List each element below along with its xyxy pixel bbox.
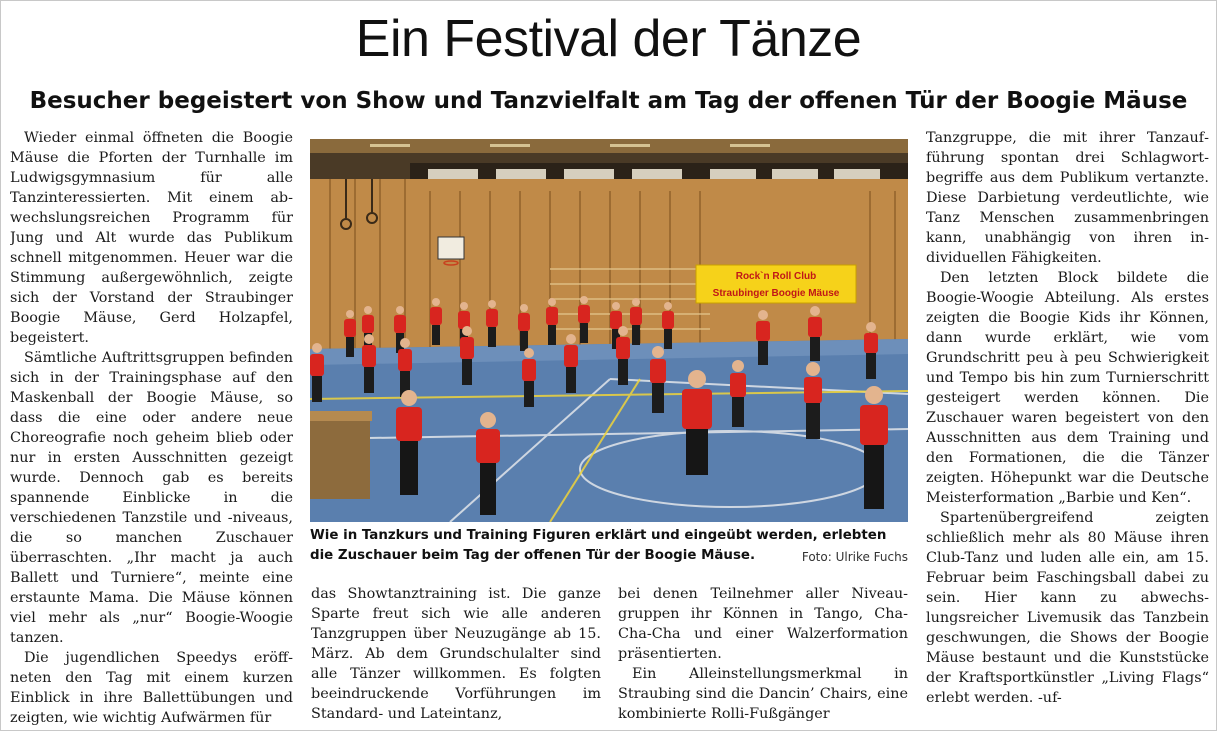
- paragraph: Ein Alleinstellungsmerkmal in Straubing sind die Dancin’ Chairs, eine kombinierte Rolli-Fußgänger: [618, 666, 908, 722]
- text-column-1: [10, 128, 293, 731]
- paragraph: Tanzgruppe, die mit ihrer Tanzaufführung spontan drei Schlagwortbegriffe aus dem Publikum vertanzte. Diese Darbietung verdeutlichte, wie Tanz Menschen zusammenbringen kann, unabhängig von ihren individuellen Fähigkeiten.: [926, 130, 1209, 266]
- paragraph: Wieder einmal öffneten die Boogie Mäuse die Pforten der Turnhalle im Ludwigsgymnasium für alle Tanzinteressierten. Mit einem abwechslungsreichen Programm für Jung und Alt wurde das Publikum schnell mitgenommen. Heuer war die Stimmung außergewöhnlich, zeigte sich der Vorstand der Straubinger Boogie Mäuse, Gerd Holzapfel, begeistert.: [10, 130, 293, 346]
- text-column-3: [618, 584, 908, 731]
- article-headline: Ein Festival der Tänze: [355, 10, 862, 68]
- paragraph: Den letzten Block bildete die Boogie-Woogie Abteilung. Als erstes zeigten die Boogie Kids ihr Können, dann wurde erklärt, wie vom Grundschritt peu à peu Schwierigkeit und Tempo bis hin zum Turnierschritt gesteigert werden können. Die Zuschauer waren begeistert von den Ausschnitten aus dem Training und den Formationen, die die Tänzer zeigten. Höhepunkt war die Deutsche Meisterformation „Barbie und Ken“.: [926, 270, 1209, 506]
- text-column-4: [926, 128, 1209, 731]
- article-photo: [310, 139, 908, 522]
- text-column-2: [311, 584, 601, 731]
- article-subheadline: Besucher begeistert von Show und Tanzvielfalt am Tag der offenen Tür der Boogie Mäuse: [29, 88, 1188, 114]
- photo-caption: Wie in Tanzkurs und Training Figuren erklärt und eingeübt werden, erlebten die Zuschauer beim Tag der offenen Tür der Boogie Mäuse.: [310, 528, 887, 563]
- paragraph: Die jugendlichen Speedys eröffneten den Tag mit einem kurzen Einblick in ihre Ballettübungen und zeigten, wie wichtig Aufwärmen für: [10, 650, 293, 726]
- paragraph: das Showtanztraining ist. Die ganze Sparte freut sich wie alle anderen Tanzgruppen über Neuzugänge ab 15. März. Ab dem Grundschulalter sind alle Tänzer willkommen. Es folgten beeindruckende Vorführungen im Standard- und Lateintanz,: [311, 586, 601, 722]
- banner-line-1: Rock`n Roll Club: [735, 271, 817, 282]
- paragraph: bei denen Teilnehmer aller Niveaugruppen ihr Können in Tango, Cha-Cha-Cha und einer Walzerformation präsentierten.: [618, 586, 908, 662]
- paragraph: Spartenübergreifend zeigten schließlich mehr als 80 Mäuse ihren Club-Tanz und luden alle ein, am 15. Februar beim Faschingsball dabei zu sein. Hier kann zu abwechslungsreicher Livemusik das Tanzbein geschwungen, die Shows der Boogie Mäuse bestaunt und die Kunststücke der Kraftsportkünstler „Living Flags“ erlebt werden. -uf-: [926, 510, 1209, 706]
- paragraph: Sämtliche Auftrittsgruppen befinden sich in der Trainingsphase auf den Maskenball der Boogie Mäuse, so dass die eine oder andere neue Choreografie noch geheim blieb oder nur in ersten Ausschnitten gezeigt wurde. Dennoch gab es bereits spannende Einblicke in die verschiedenen Tanzstile und -niveaus, die so manchen Zuschauer überraschten. „Ihr macht ja auch Ballett und Turniere“, meinte eine erstaunte Mama. Die Mäuse können viel mehr als „nur“ Boogie-Woogie tanzen.: [10, 350, 293, 646]
- banner-line-2: Straubinger Boogie Mäuse: [712, 288, 840, 299]
- photo-credit: Foto: Ulrike Fuchs: [801, 550, 908, 564]
